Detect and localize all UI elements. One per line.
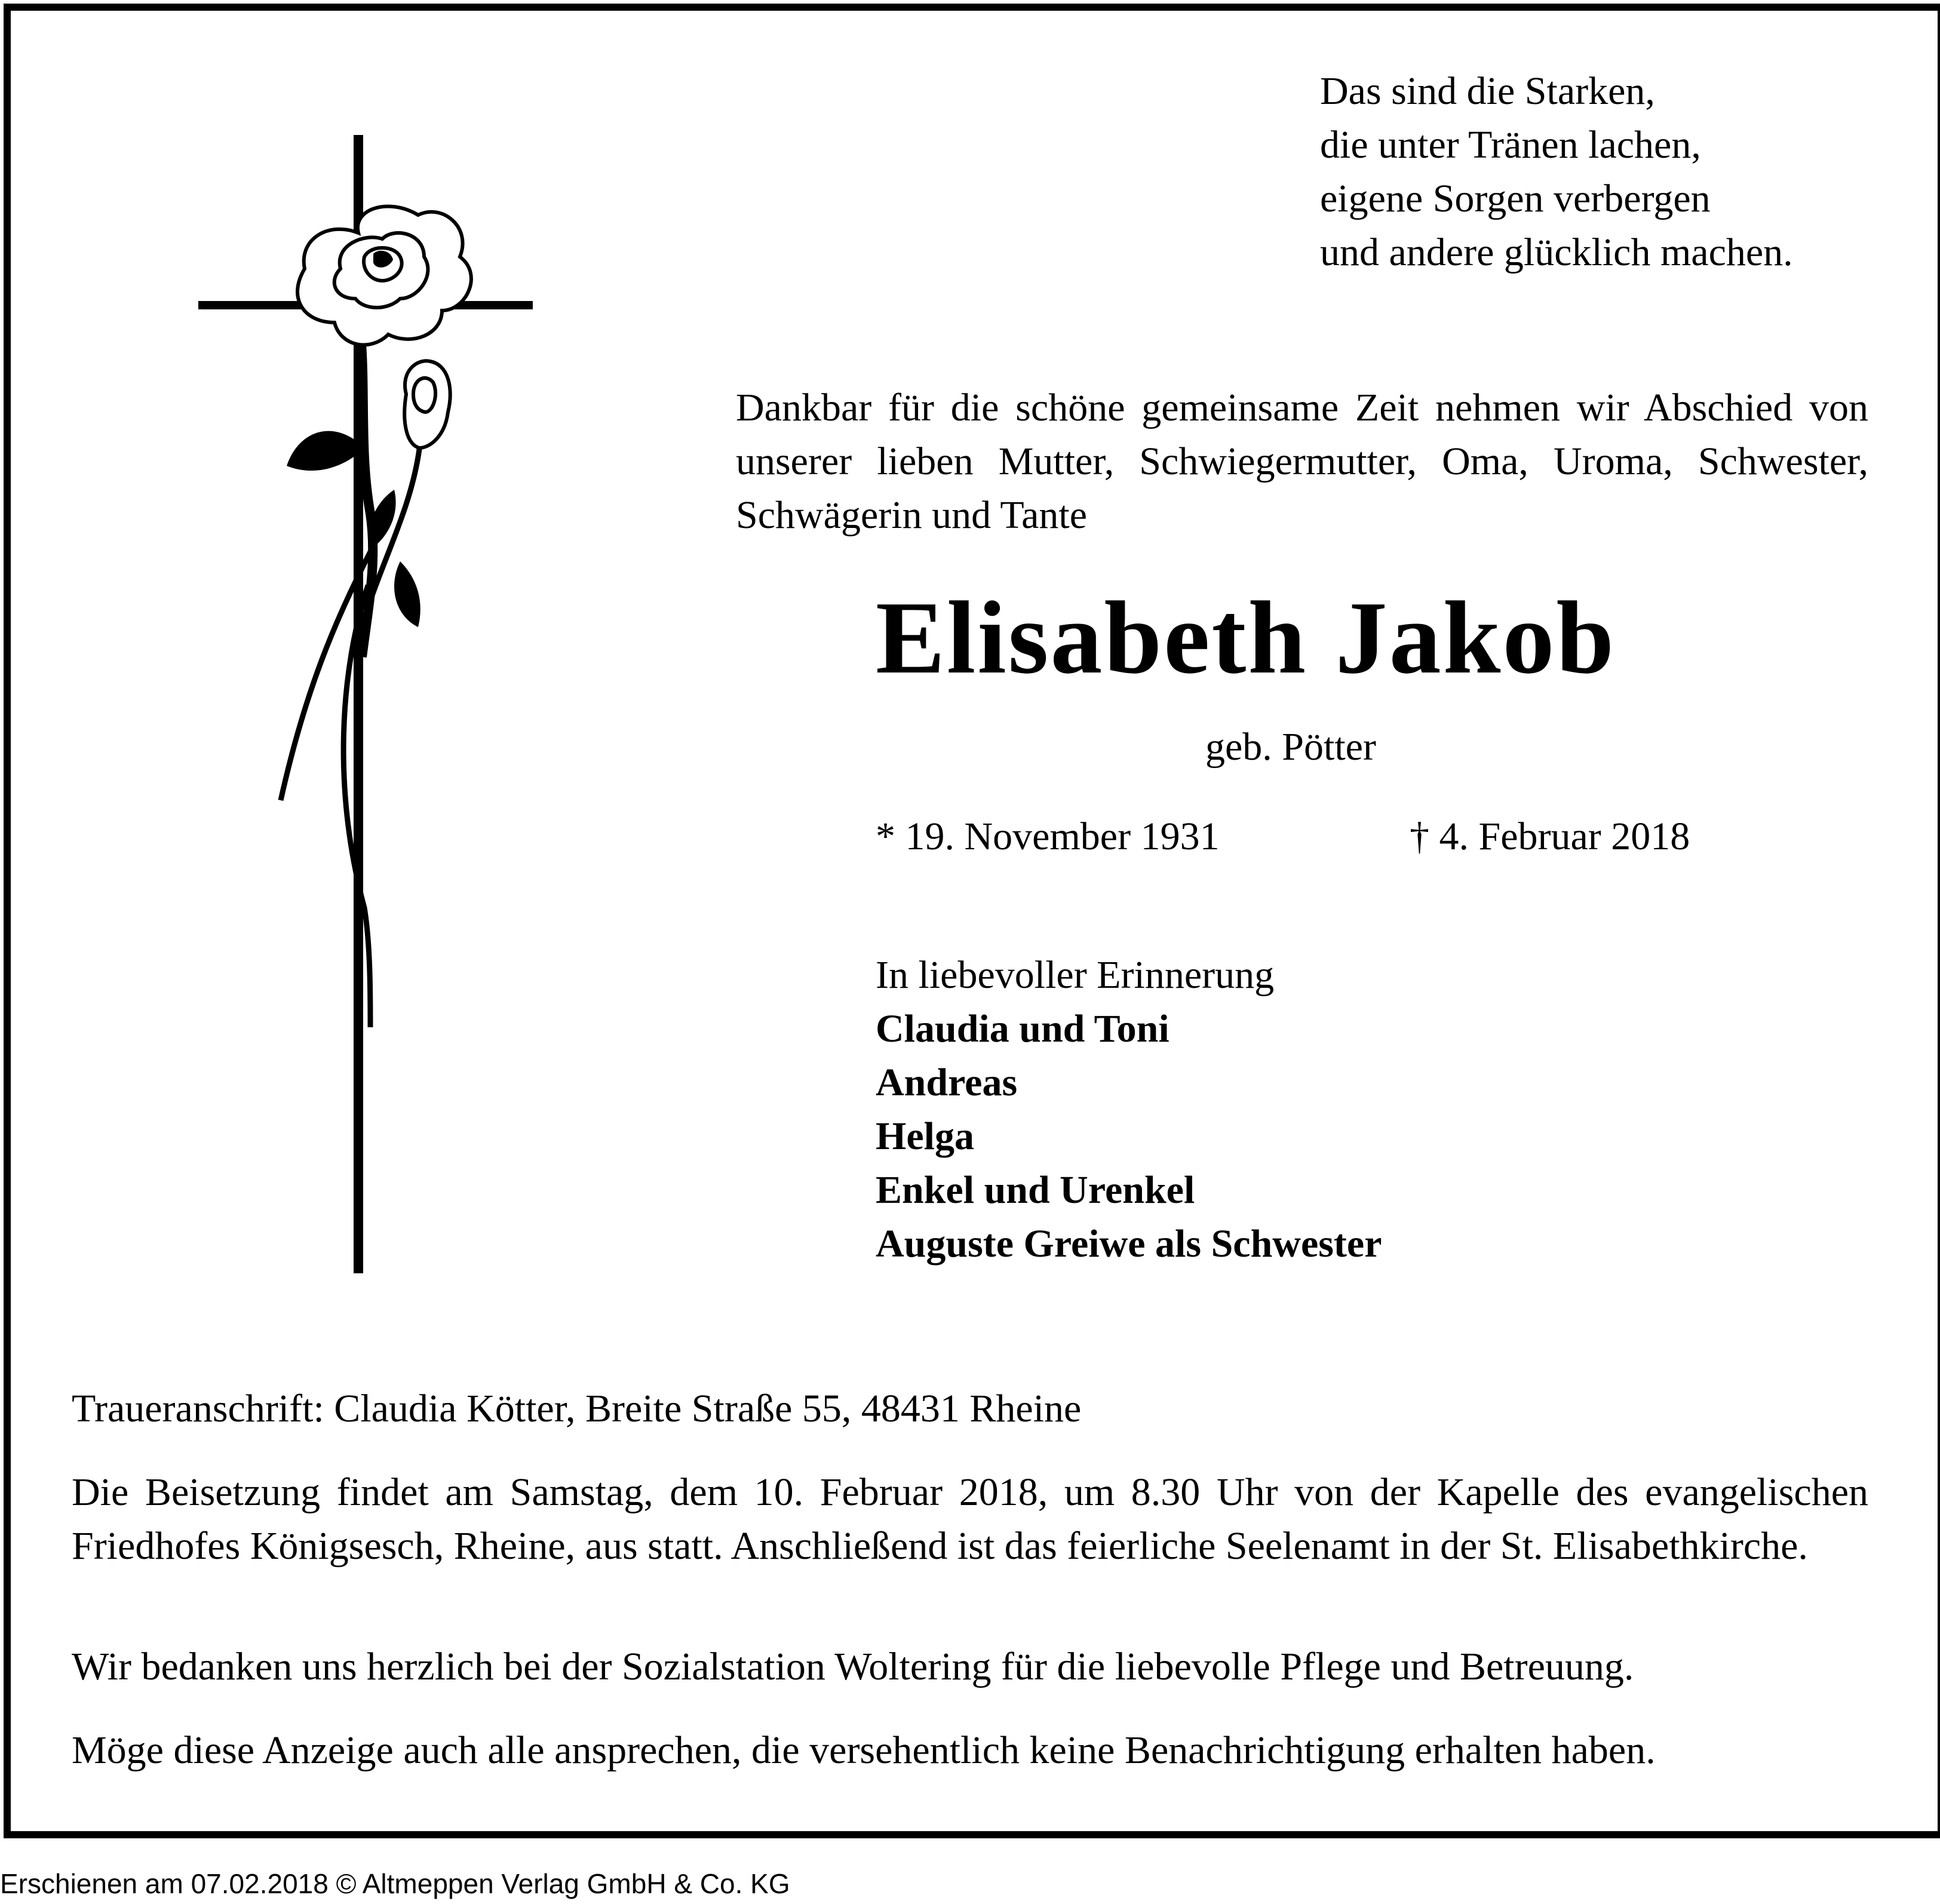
publication-footer: Erschienen am 07.02.2018 © Altmeppen Verlag GmbH & Co. KG <box>0 1868 790 1899</box>
mourner-name: Helga <box>876 1114 974 1158</box>
poem-line: und andere glücklich machen. <box>1320 231 1793 274</box>
poem-line: die unter Tränen lachen, <box>1320 123 1701 167</box>
mourner-name: Andreas <box>876 1061 1018 1104</box>
cross-with-rose-icon <box>191 131 550 1278</box>
mourner-name: Claudia und Toni <box>876 1007 1169 1051</box>
mourner-name: Enkel und Urenkel <box>876 1168 1195 1212</box>
poem-line: Das sind die Starken, <box>1320 69 1655 113</box>
mourners-block <box>876 948 1382 1271</box>
deceased-name: Elisabeth Jakob <box>876 580 1616 695</box>
mourners-heading: In liebevoller Erinnerung <box>876 953 1275 997</box>
funeral-info-paragraph: Die Beisetzung findet am Samstag, dem 10. Februar 2018, um 8.30 Uhr von der Kapelle des evangelischen Friedhofes Königsesch, Rheine, aus statt. Anschließend ist das feierliche Seelenamt in der St. Elisabethkirche. <box>72 1470 1868 1568</box>
maiden-name: geb. Pötter <box>1205 725 1376 769</box>
poem <box>1320 65 1793 280</box>
thanks-paragraph: Wir bedanken uns herzlich bei der Sozialstation Woltering für die liebevolle Pflege und Betreuung. <box>72 1645 1634 1688</box>
notice-paragraph: Möge diese Anzeige auch alle ansprechen, die versehentlich keine Benachrichtigung erhalten haben. <box>72 1728 1656 1772</box>
mourner-name: Auguste Greiwe als Schwester <box>876 1222 1382 1266</box>
poem-line: eigene Sorgen verbergen <box>1320 177 1711 220</box>
intro-text: Dankbar für die schöne gemeinsame Zeit nehmen wir Abschied von unserer lieben Mutter, Schwiegermutter, Oma, Uroma, Schwester, Schwägerin und Tante <box>736 386 1868 537</box>
death-date: † 4. Februar 2018 <box>1410 815 1690 858</box>
mourning-address: Traueranschrift: Claudia Kötter, Breite Straße 55, 48431 Rheine <box>72 1387 1082 1430</box>
birth-date: * 19. November 1931 <box>876 815 1220 858</box>
